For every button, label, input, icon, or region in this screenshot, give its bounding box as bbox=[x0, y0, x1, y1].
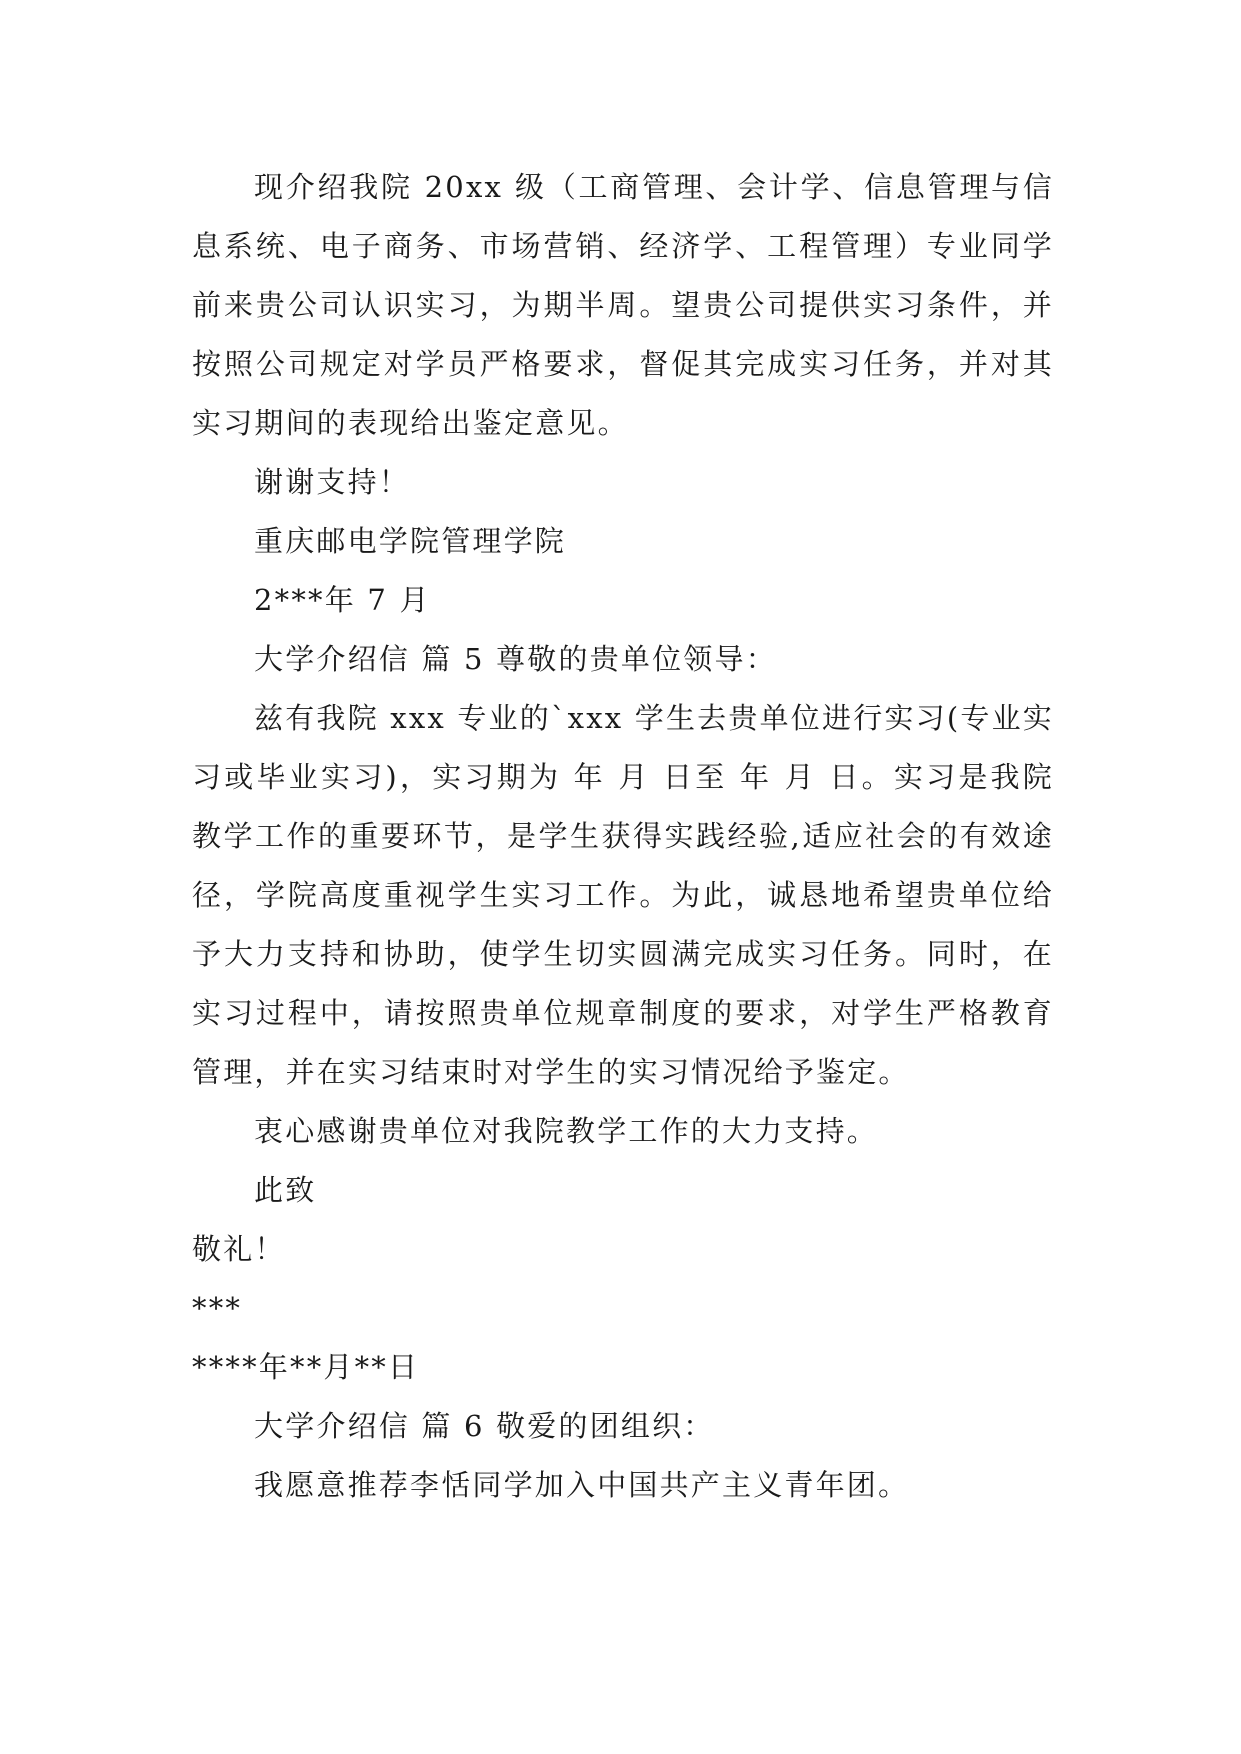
salutation: 敬礼！ bbox=[192, 1232, 286, 1266]
letter-body bbox=[192, 158, 1054, 1515]
date-placeholder: ****年**月**日 bbox=[192, 1350, 420, 1384]
signature-placeholder: *** bbox=[192, 1291, 243, 1325]
intro-paragraph: 现介绍我院 20xx 级（工商管理、会计学、信息管理与信息系统、电子商务、市场营销、经济学、工程管理）专业同学前来贵公司认识实习，为期半周。望贵公司提供实习条件，并按照公司规定对学员严格要求，督促其完成实习任务，并对其实习期间的表现给出鉴定意见。 bbox=[192, 170, 1054, 440]
section-heading-6: 大学介绍信 篇 6 敬爱的团组织： bbox=[254, 1409, 715, 1443]
closing-phrase: 此致 bbox=[254, 1173, 317, 1207]
gratitude-line: 衷心感谢贵单位对我院教学工作的大力支持。 bbox=[254, 1114, 879, 1148]
recommendation-line: 我愿意推荐李恬同学加入中国共产主义青年团。 bbox=[254, 1468, 910, 1502]
letter-date: 2***年 7 月 bbox=[254, 583, 431, 617]
sender-institution: 重庆邮电学院管理学院 bbox=[254, 524, 567, 558]
section-heading-5: 大学介绍信 篇 5 尊敬的贵单位领导： bbox=[254, 642, 777, 676]
thanks-line: 谢谢支持！ bbox=[254, 465, 411, 499]
internship-paragraph: 兹有我院 xxx 专业的`xxx 学生去贵单位进行实习(专业实习或毕业实习)，实习期为 年 月 日至 年 月 日。实习是我院教学工作的重要环节，是学生获得实践经验,适应社会的有效途径，学院高度重视学生实习工作。为此，诚恳地希望贵单位给予大力支持和协助，使学生切实圆满完成实习任务。同时，在实习过程中，请按照贵单位规章制度的要求，对学生严格教育管理，并在实习结束时对学生的实习情况给予鉴定。 bbox=[192, 701, 1054, 1089]
